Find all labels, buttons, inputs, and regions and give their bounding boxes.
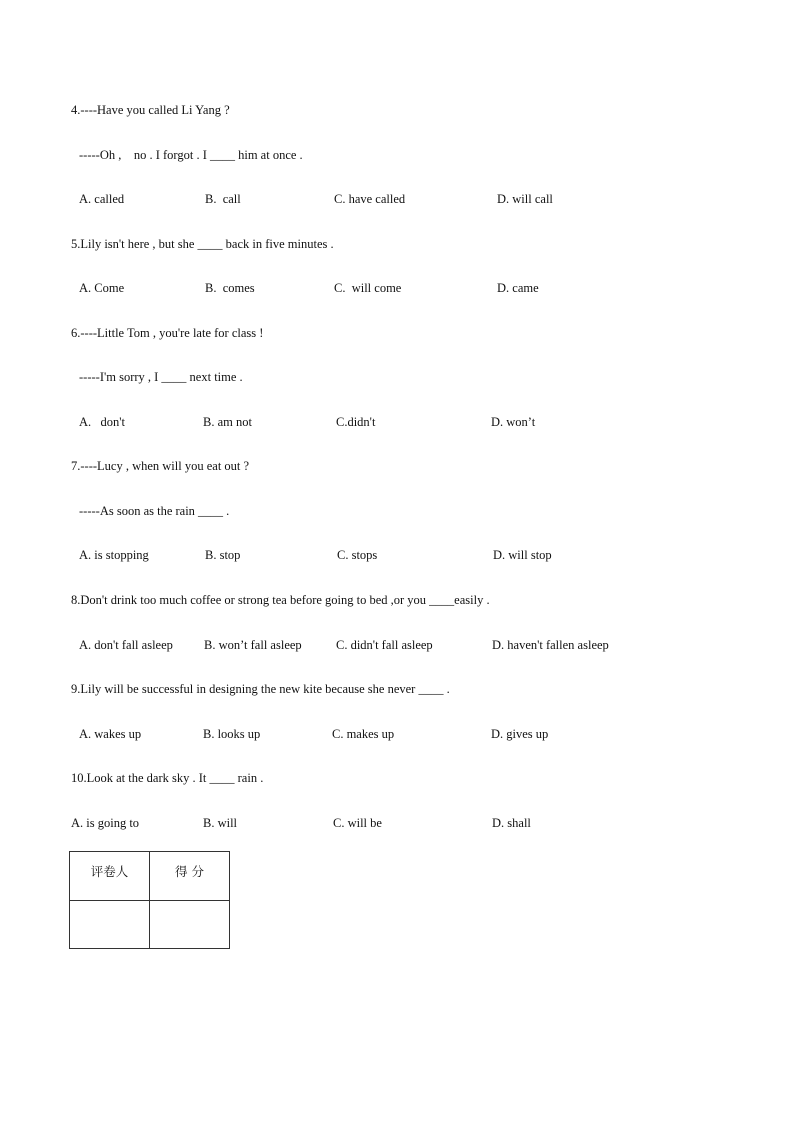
question-4-option-d: D. will call	[497, 192, 553, 206]
question-7-stem: 7.----Lucy , when will you eat out ?	[71, 459, 250, 473]
question-10-option-c: C. will be	[333, 816, 382, 830]
question-6-option-c: C.didn't	[336, 415, 376, 429]
question-8-stem: 8.Don't drink too much coffee or strong tea before going to bed ,or you ____easily .	[71, 593, 490, 607]
score-table-body-row	[70, 901, 230, 949]
question-8-option-d: D. haven't fallen asleep	[492, 638, 609, 652]
question-7-option-a: A. is stopping	[79, 548, 149, 562]
question-4-reply: -----Oh , no . I forgot . I ____ him at once .	[79, 148, 303, 162]
question-6-option-a: A. don't	[79, 415, 126, 429]
question-9-option-d: D. gives up	[491, 727, 549, 741]
question-6-option-d: D. won’t	[491, 415, 536, 429]
score-table	[69, 851, 230, 949]
question-4-option-b: B. call	[205, 192, 241, 206]
question-8-option-b: B. won’t fall asleep	[204, 638, 302, 652]
grader-header-cell	[70, 852, 150, 901]
question-5-option-b: B. comes	[205, 281, 255, 295]
question-8-option-a: A. don't fall asleep	[79, 638, 173, 652]
question-5-option-a: A. Come	[79, 281, 125, 295]
question-10-stem: 10.Look at the dark sky . It ____ rain .	[71, 771, 264, 785]
question-10-option-d: D. shall	[492, 816, 531, 830]
question-6-reply: -----I'm sorry , I ____ next time .	[79, 370, 243, 384]
score-entry-cell[interactable]	[150, 901, 230, 949]
question-9-option-a: A. wakes up	[79, 727, 142, 741]
question-4-option-c: C. have called	[334, 192, 406, 206]
question-9-option-b: B. looks up	[203, 727, 261, 741]
question-6-stem: 6.----Little Tom , you're late for class !	[71, 326, 264, 340]
question-5-option-d: D. came	[497, 281, 539, 295]
question-7-reply: -----As soon as the rain ____ .	[79, 504, 230, 518]
question-9-option-c: C. makes up	[332, 727, 395, 741]
question-4-stem: 4.----Have you called Li Yang ?	[71, 103, 230, 117]
grader-label: 评卷人	[90, 864, 129, 879]
question-5-stem: 5.Lily isn't here , but she ____ back in five minutes .	[71, 237, 334, 251]
question-4-option-a: A. called	[79, 192, 125, 206]
score-label: 得 分	[175, 864, 204, 879]
grader-entry-cell[interactable]	[70, 901, 150, 949]
question-6-option-b: B. am not	[203, 415, 252, 429]
score-table-header-row	[70, 852, 230, 901]
question-8-option-c: C. didn't fall asleep	[336, 638, 433, 652]
question-7-option-d: D. will stop	[493, 548, 552, 562]
question-10-option-a: A. is going to	[71, 816, 140, 830]
question-7-option-b: B. stop	[205, 548, 241, 562]
score-header-cell	[150, 852, 230, 901]
question-7-option-c: C. stops	[337, 548, 378, 562]
question-5-option-c: C. will come	[334, 281, 402, 295]
question-9-stem: 9.Lily will be successful in designing the new kite because she never ____ .	[71, 682, 450, 696]
question-10-option-b: B. will	[203, 816, 238, 830]
